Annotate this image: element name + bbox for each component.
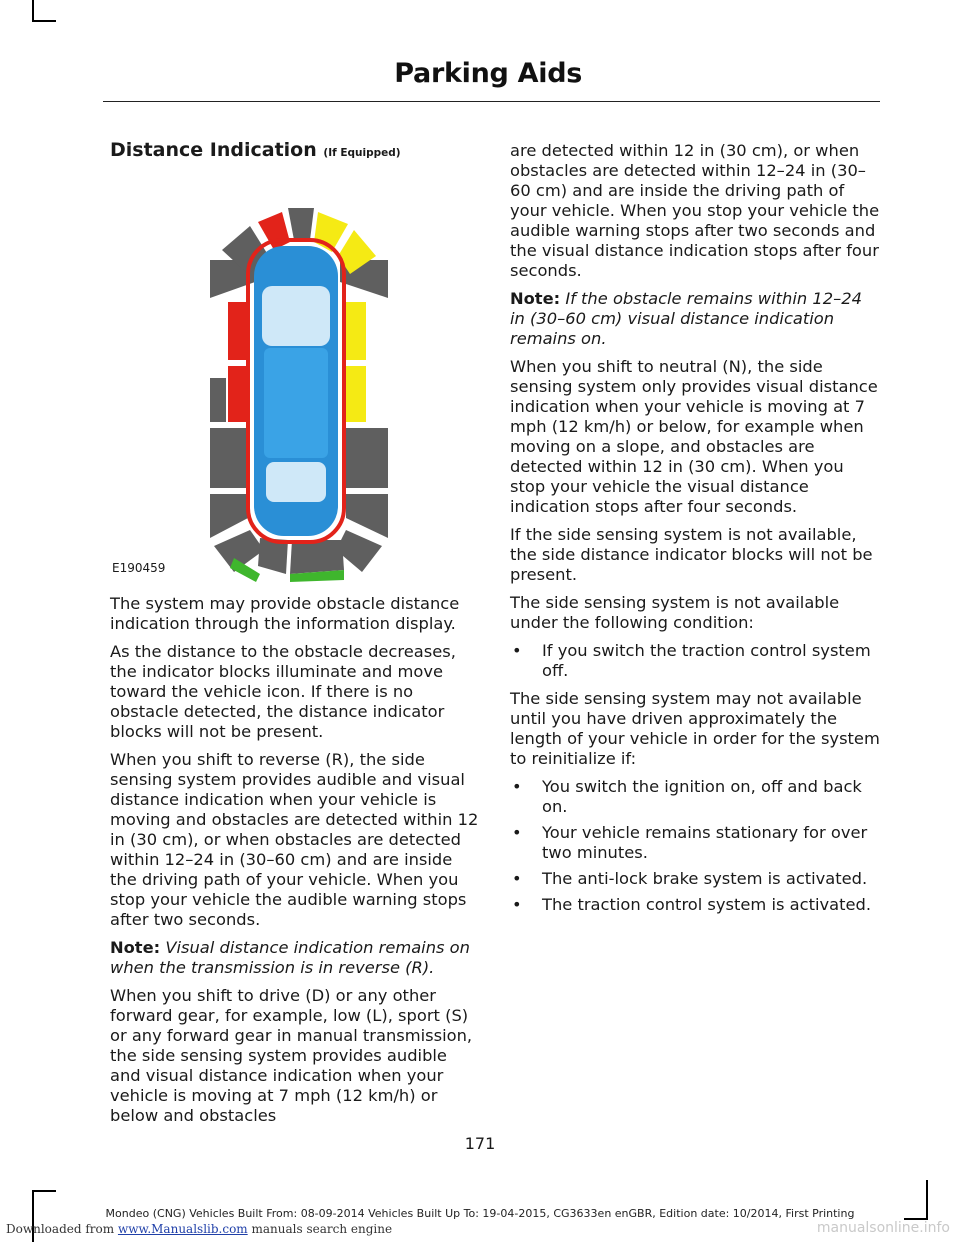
paragraph: The side sensing system is not available under the following condition: (510, 593, 840, 632)
bullet-icon: • (512, 895, 522, 914)
sensor-block-rear-3 (290, 540, 344, 574)
right-column (510, 141, 880, 923)
paragraph: If the side sensing system is not available, the side distance indicator blocks will not be present. (510, 525, 873, 584)
page-title: Parking Aids (394, 58, 582, 89)
list-item: • Your vehicle remains stationary for over two minutes. (512, 823, 868, 862)
paragraph: The side sensing system may not available until you have driven approximately the length of your vehicle in order for the system to reinitialize if: (510, 689, 880, 768)
section-heading (110, 137, 482, 166)
paragraph: When you shift to reverse (R), the side sensing system provides audible and visual distance indication when your vehicle is moving and obstacles are detected within 12 in (30 cm), or when obstacles are detected within 12–24 in (30–60 cm) and are inside the driving path of your vehicle. When you stop your vehicle the audible warning stops after two seconds. (110, 750, 479, 929)
parking-sensor-diagram (110, 178, 482, 584)
bullet-icon: • (512, 823, 522, 842)
vehicle-rear-window (266, 462, 326, 502)
sensor-block-right-yellow-2 (346, 366, 366, 422)
section-title: Distance Indication (110, 139, 317, 161)
list-item: • You switch the ignition on, off and back on. (512, 777, 862, 816)
left-column (110, 137, 482, 1134)
sensor-block-front-center (288, 208, 314, 240)
bullet-list (510, 641, 880, 681)
paragraph: As the distance to the obstacle decreases, the indicator blocks illuminate and move toward the vehicle icon. If there is no obstacle detected, the distance indicator blocks will not be present. (110, 642, 456, 741)
paragraph: When you shift to neutral (N), the side sensing system only provides visual distance indication when your vehicle is moving at 7 mph (12 km/h) or below, for example when moving on a slope, and obstacles are detected within 12 in (30 cm). When you stop your vehicle the visual distance indication stops after four seconds. (510, 357, 878, 516)
figure-code: E190459 (112, 561, 166, 575)
footer-text: Mondeo (CNG) Vehicles Built From: 08-09-2014 Vehicles Built Up To: 19-04-2015, CG3633en enGBR, Edition date: 10/2014, First Printing (105, 1207, 855, 1220)
sensor-block-left-4 (210, 428, 248, 488)
parking-aid-figure (110, 178, 482, 584)
sensor-block-right-3 (346, 428, 388, 488)
header-rule (103, 101, 880, 102)
vehicle-windshield (262, 286, 330, 346)
note (510, 289, 880, 349)
bullet-icon: • (512, 641, 522, 660)
list-item: • If you switch the traction control system off. (512, 641, 871, 680)
sensor-block-left-3 (210, 378, 226, 422)
list-item: • The traction control system is activated. (512, 895, 872, 914)
sensor-block-left-5 (210, 494, 248, 538)
paragraph: are detected within 12 in (30 cm), or when obstacles are detected within 12–24 in (30–60 cm) and are inside the driving path of your vehicle. When you stop your vehicle the audible warning stops after two seconds and the visual distance indication stops after four seconds. (510, 141, 880, 280)
note (110, 938, 482, 978)
note-text: Visual distance indication remains on when the transmission is in reverse (R). (110, 938, 470, 977)
bullet-icon: • (512, 869, 522, 888)
manualslib-link[interactable]: www.Manualslib.com (117, 1222, 248, 1236)
note-label: Note: (110, 938, 161, 957)
note-text: If the obstacle remains within 12–24 in (30–60 cm) visual distance indication remains on. (510, 289, 862, 348)
bullet-icon: • (512, 777, 522, 796)
sensor-block-right-4 (346, 494, 388, 538)
sensor-block-right-yellow-1 (346, 302, 366, 360)
paragraph: When you shift to drive (D) or any other forward gear, for example, low (L), sport (S) or any forward gear in manual transmission, the side sensing system provides audible and visual distance indication when your vehicle is moving at 7 mph (12 km/h) or below and obstacles (110, 986, 473, 1125)
paragraph: The system may provide obstacle distance indication through the information display. (110, 594, 460, 633)
note-label: Note: (510, 289, 561, 308)
vehicle-roof (264, 348, 328, 458)
crop-mark (32, 0, 34, 22)
bullet-list (510, 777, 880, 915)
crop-mark (32, 1190, 56, 1192)
download-watermark: Downloaded from www.Manualslib.com manuals search engine (6, 1222, 393, 1236)
list-item: • The anti-lock brake system is activated. (512, 869, 868, 888)
crop-mark (32, 20, 56, 22)
page-number: 171 (464, 1134, 496, 1153)
manualsonline-logo: manualsonline.info (816, 1220, 950, 1236)
section-qualifier: (If Equipped) (323, 147, 401, 159)
